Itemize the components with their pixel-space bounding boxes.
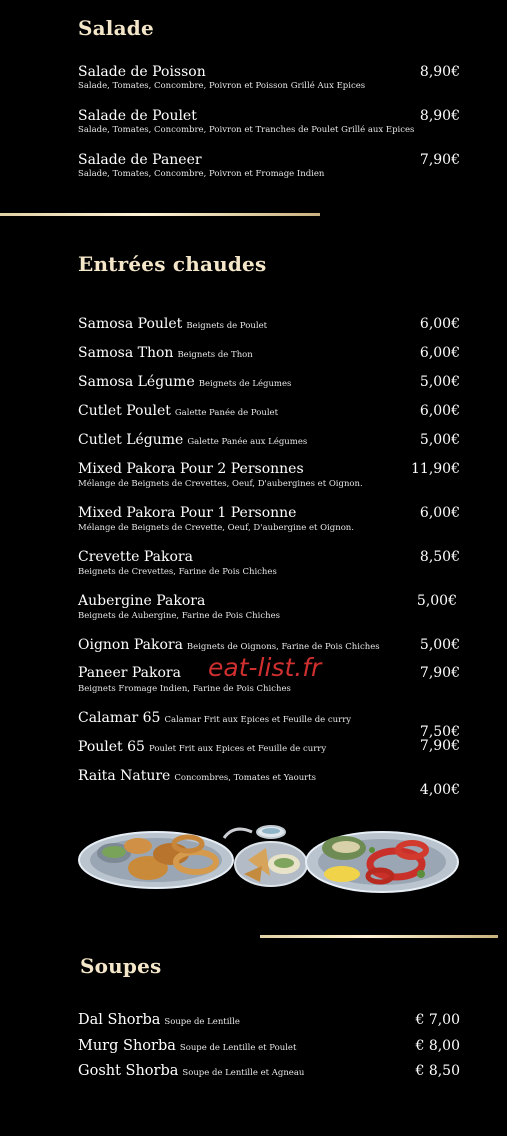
menu-item-name: Calamar 65 (78, 710, 161, 726)
menu-item-price: € 7,00 (415, 1012, 460, 1028)
menu-item-price: 8,50€ (419, 549, 460, 565)
menu-item-name: Mixed Pakora Pour 1 Personne (78, 505, 297, 521)
menu-item-name: Murg Shorba (78, 1038, 176, 1054)
menu-item-price: 6,00€ (419, 345, 460, 361)
menu-item-name: Samosa Légume (78, 374, 195, 390)
menu-item-price: 5,00€ (419, 432, 460, 448)
menu-item-name: Mixed Pakora Pour 2 Personnes (78, 461, 304, 477)
menu-item (78, 1063, 304, 1079)
menu-item-desc: Galette Panée aux Légumes (187, 437, 308, 447)
menu-item-name: Samosa Poulet (78, 316, 183, 332)
menu-item (78, 710, 351, 726)
menu-item-desc: Soupe de Lentille et Poulet (179, 1043, 297, 1053)
menu-item-desc: Salade, Tomates, Concombre, Poivron et Tranches de Poulet Grillé aux Epices (78, 125, 415, 135)
section-title-salade: Salade (78, 16, 154, 40)
menu-item-name: Cutlet Poulet (78, 403, 171, 419)
menu-item-price: 6,00€ (419, 316, 460, 332)
menu-item-name: Salade de Poulet (78, 108, 197, 124)
menu-item-price: 5,00€ (416, 593, 457, 609)
menu-item-desc: Soupe de Lentille (164, 1017, 240, 1027)
menu-item-name: Oignon Pakora (78, 637, 183, 653)
menu-item-name: Samosa Thon (78, 345, 174, 361)
menu-item (78, 316, 267, 332)
menu-item-desc: Beignets de Thon (177, 350, 253, 360)
menu-item-price: 6,00€ (419, 403, 460, 419)
menu-item-price: 5,00€ (419, 374, 460, 390)
menu-item-price: 6,00€ (419, 505, 460, 521)
menu-item (78, 432, 307, 448)
menu-item-desc: Galette Panée de Poulet (174, 408, 279, 418)
menu-item-price: € 8,50 (415, 1063, 460, 1079)
menu-item-name: Poulet 65 (78, 739, 145, 755)
menu-item-desc: Beignets de Aubergine, Farine de Pois Chiches (78, 611, 280, 621)
menu-item-name: Salade de Poisson (78, 64, 206, 80)
menu-item (78, 374, 291, 390)
menu-item-name: Crevette Pakora (78, 549, 193, 565)
menu-item-name: Raita Nature (78, 768, 171, 784)
menu-item-desc: Mélange de Beignets de Crevettes, Oeuf, D'aubergines et Oignon. (78, 479, 363, 489)
menu-item-desc: Soupe de Lentille et Agneau (182, 1068, 305, 1078)
menu-item-price: 7,50€ (419, 724, 460, 740)
section-title-soupes: Soupes (80, 954, 162, 978)
menu-item-desc: Concombres, Tomates et Yaourts (174, 773, 317, 783)
menu-item-price: 7,90€ (419, 738, 460, 754)
menu-item-desc: Beignets de Oignons, Farine de Pois Chiches (186, 642, 380, 652)
menu-item-price: € 8,00 (415, 1038, 460, 1054)
menu-item-desc: Mélange de Beignets de Crevette, Oeuf, D'aubergine et Oignon. (78, 523, 354, 533)
menu-item-desc: Beignets de Crevettes, Farine de Pois Chiches (78, 567, 277, 577)
menu-item-desc: Salade, Tomates, Concombre, Poivron et Poisson Grillé Aux Epices (78, 81, 366, 91)
menu-item-desc: Salade, Tomates, Concombre, Poivron et Fromage Indien (78, 169, 325, 179)
menu-item (78, 768, 316, 784)
menu-item-price: 8,90€ (419, 108, 460, 124)
section-title-entrees: Entrées chaudes (78, 252, 267, 276)
menu-item-name: Cutlet Légume (78, 432, 184, 448)
menu-item-name: Salade de Paneer (78, 152, 202, 168)
menu-item (78, 345, 253, 361)
gold-divider (260, 935, 498, 938)
menu-item-desc: Beignets de Légumes (198, 379, 292, 389)
menu-item (78, 1038, 296, 1054)
menu-item-name: Gosht Shorba (78, 1063, 179, 1079)
menu-item-desc: Calamar Frit aux Epices et Feuille de curry (164, 715, 352, 725)
menu-item-price: 11,90€ (411, 461, 460, 477)
menu-item (78, 739, 326, 755)
gold-divider (0, 213, 320, 216)
menu-item-name: Paneer Pakora (78, 665, 181, 681)
food-plates-image (76, 820, 460, 900)
watermark: eat-list.fr (208, 653, 322, 682)
menu-item (78, 637, 380, 653)
menu-item-desc: Beignets Fromage Indien, Farine de Pois Chiches (78, 684, 291, 694)
menu-item-name: Dal Shorba (78, 1012, 161, 1028)
menu-item-price: 7,90€ (419, 152, 460, 168)
menu-item (78, 403, 278, 419)
menu-item-name: Aubergine Pakora (78, 593, 206, 609)
menu-item (78, 1012, 240, 1028)
menu-item-price: 5,00€ (419, 637, 460, 653)
menu-item-desc: Poulet Frit aux Epices et Feuille de curry (148, 744, 327, 754)
menu-item-price: 4,00€ (419, 782, 460, 798)
menu-item-price: 7,90€ (419, 665, 460, 681)
menu-item-desc: Beignets de Poulet (186, 321, 268, 331)
menu-item-price: 8,90€ (419, 64, 460, 80)
